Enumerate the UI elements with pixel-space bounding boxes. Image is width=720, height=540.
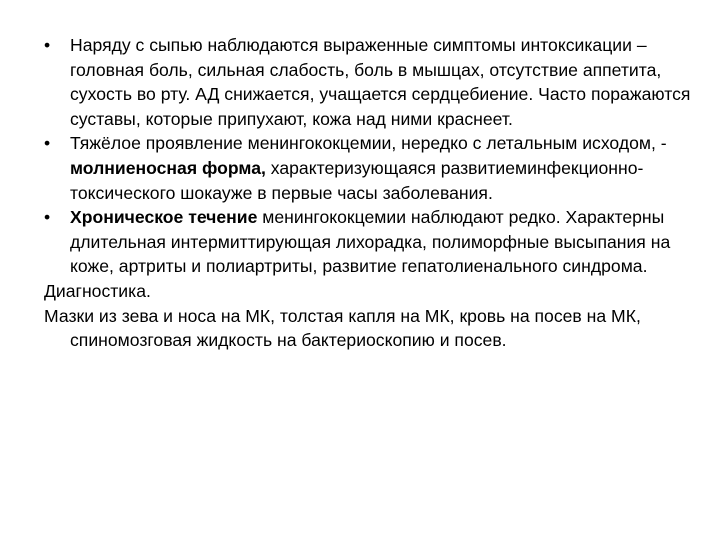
bullet-bold-term: молниеносная форма,	[70, 157, 266, 178]
bullet-bold-term: Хроническое течение	[70, 207, 258, 228]
diagnostics-heading: Диагностика.	[44, 280, 151, 301]
bullet-text-after: менингококцемии наблюдают редко. Характерны длительная интермиттирующая лихорадка, полиморфные высыпания на коже, артриты и полиартриты, развитие гепатолиенального синдрома.	[70, 207, 671, 277]
bullet-item-fulminant-form	[44, 131, 694, 205]
bullet-marker: •	[44, 133, 51, 154]
bullet-marker: •	[44, 207, 51, 228]
bullet-text-after: характеризующаяся развитиеминфекционно-токсического шокауже в первые часы заболевания.	[70, 157, 644, 203]
bullet-marker: •	[44, 35, 51, 55]
bullet-item-chronic-course	[44, 205, 694, 279]
bullet-text: Наряду с сыпью наблюдаются выраженные симптомы интоксикации – головная боль, сильная слабость, боль в мышцах, отсутствие аппетита, сухость во рту. АД снижается, учащается сердцебиение. Часто поражаются суставы, которые припухают, кожа над ними краснеет.	[70, 35, 691, 129]
bullet-item-symptoms	[44, 33, 694, 131]
diagnostics-text: Мазки из зева и носа на МК, толстая капля на МК, кровь на посев на МК, спиномозговая жидкость на бактериоскопию и посев.	[44, 305, 641, 351]
slide-content	[44, 33, 694, 353]
bullet-text-before: Тяжёлое проявление менингококцемии, нередко с летальным исходом, -	[70, 133, 667, 154]
